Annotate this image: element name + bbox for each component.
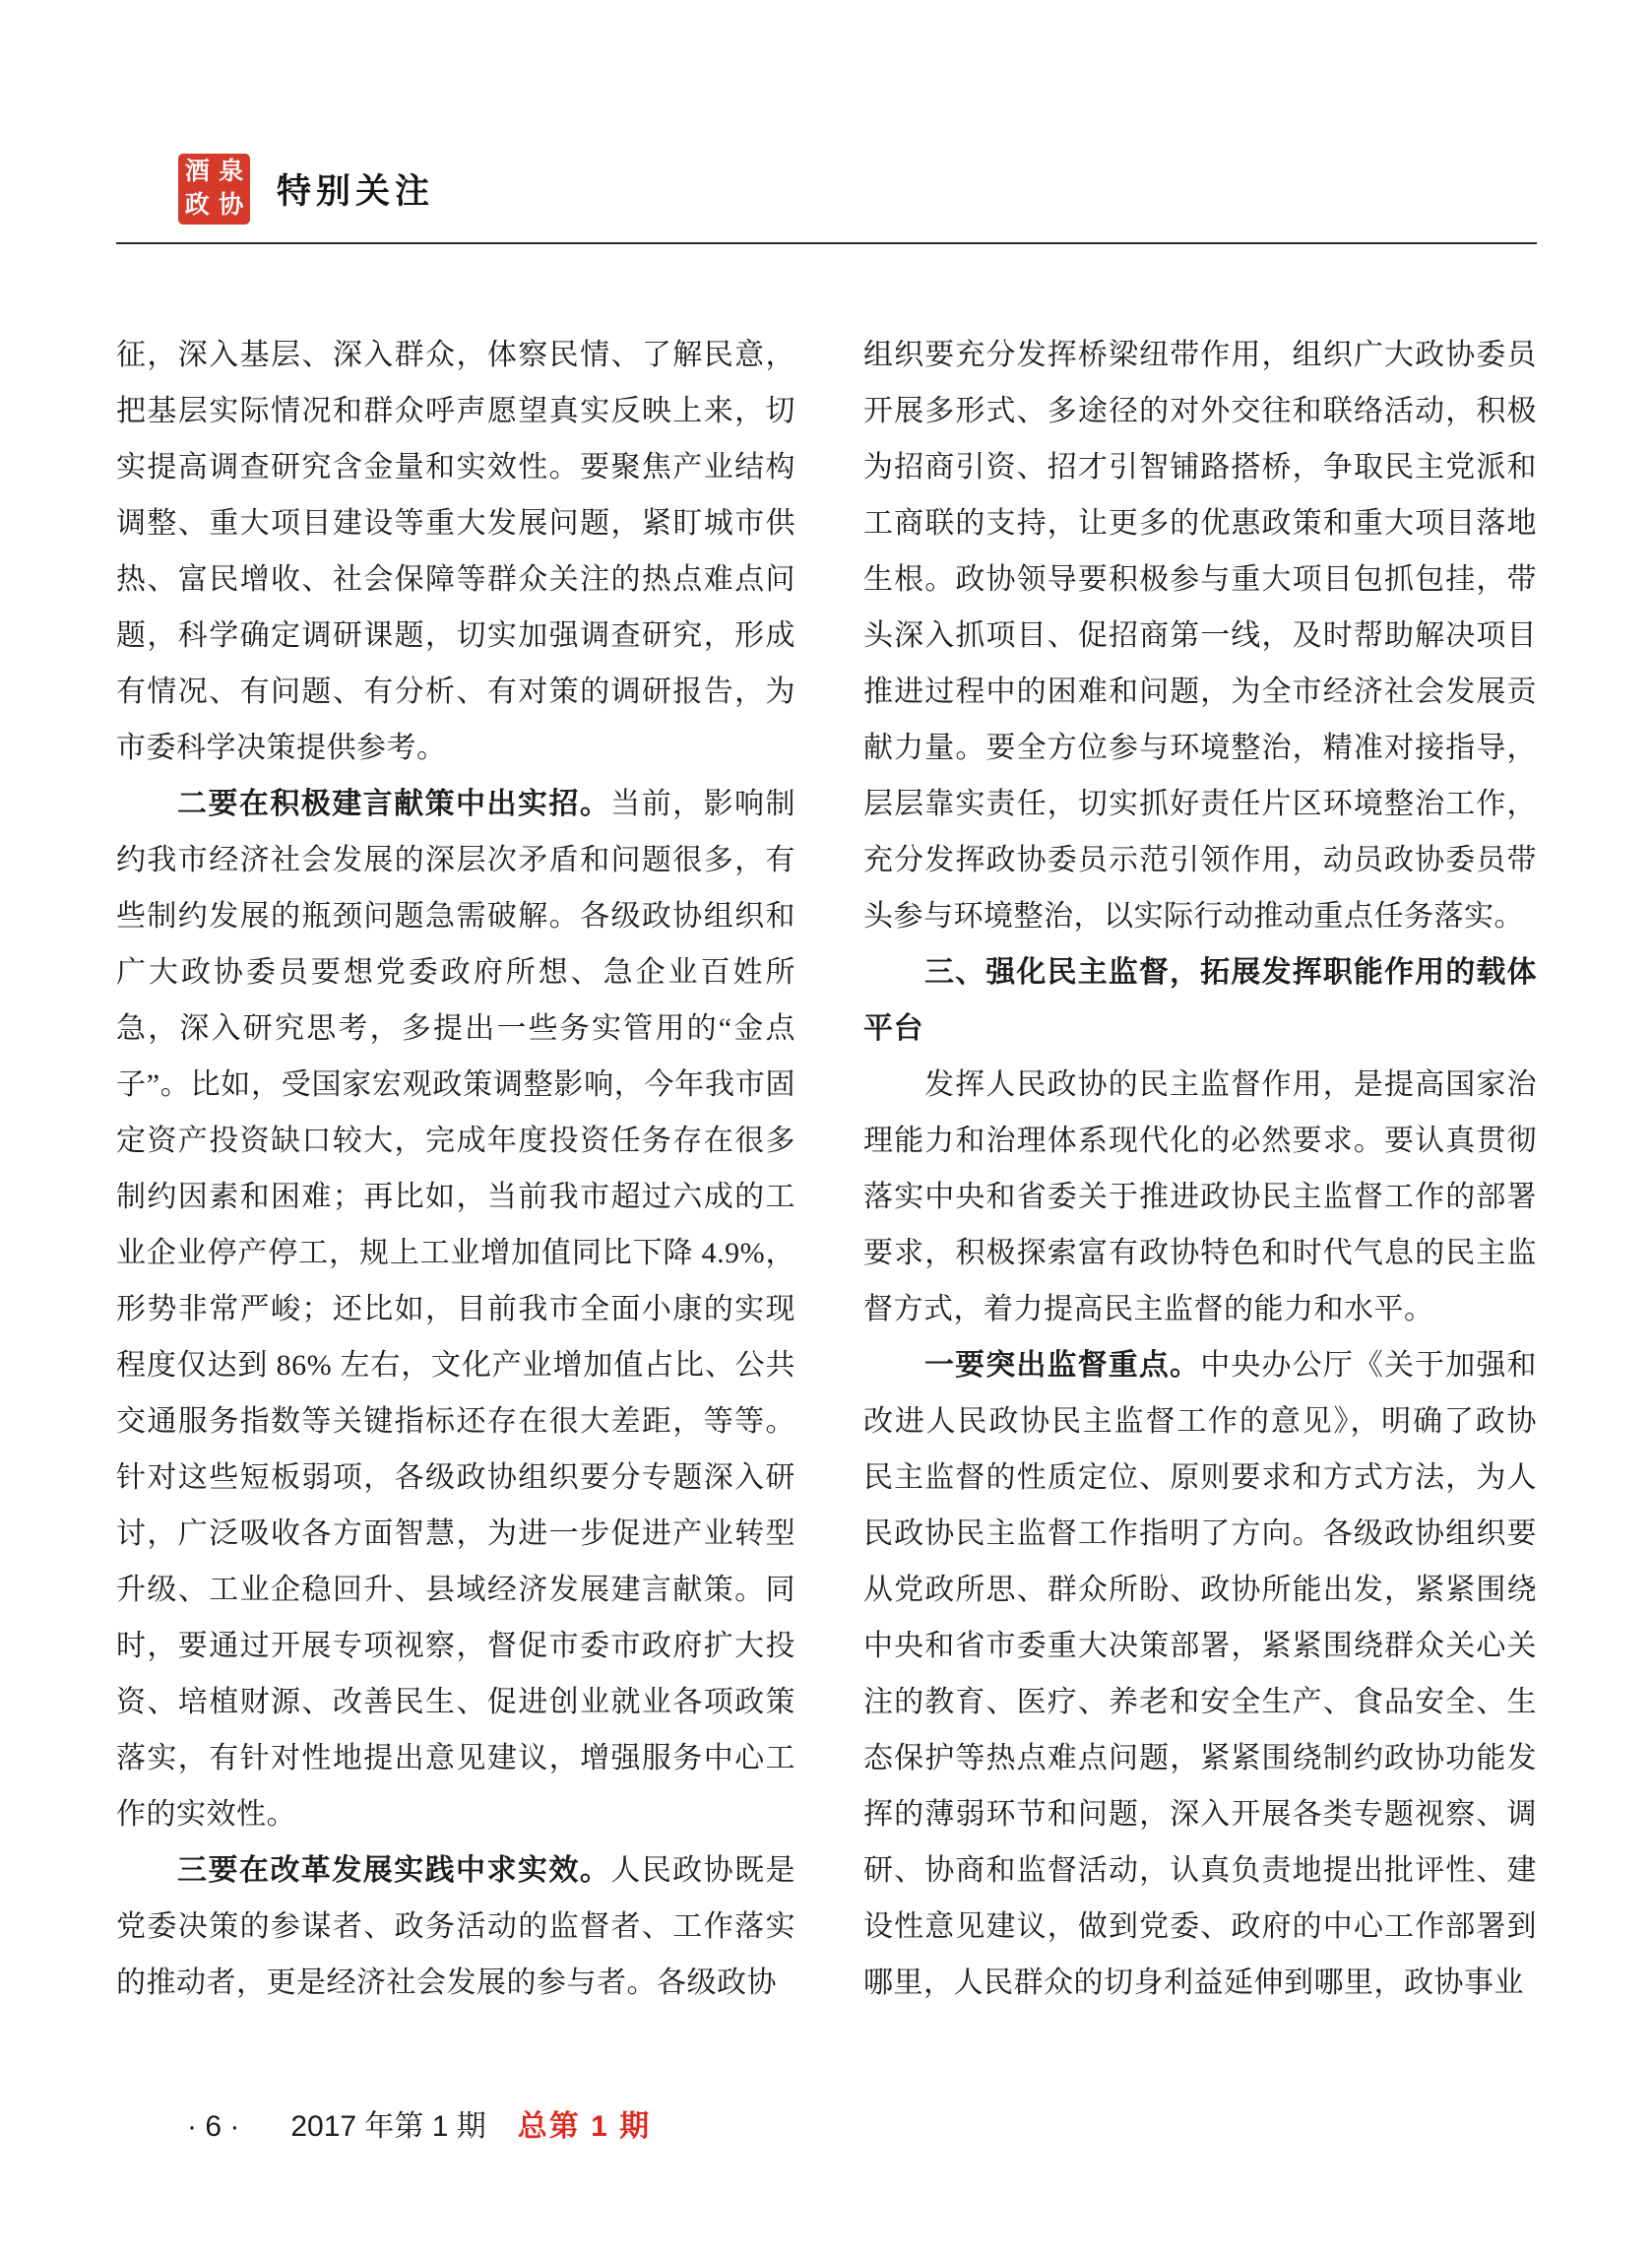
- section-heading: [863, 944, 1537, 1057]
- seal-character: 酒: [184, 159, 210, 185]
- paragraph-text: 人民政协既是党委决策的参谋者、政务活动的监督者、工作落实的推动者，更是经济社会发展的参与者。各级政协: [116, 1854, 795, 1999]
- article-body: [116, 327, 1537, 2011]
- seal-character: 协: [219, 192, 244, 219]
- page-header: [178, 154, 434, 225]
- right-column: [863, 327, 1537, 2011]
- paragraph-text: 中央办公厅《关于加强和改进人民政协民主监督工作的意见》，明确了政协民主监督的性质定位、原则要求和方式方法，为人民政协民主监督工作指明了方向。各级政协组织要从党政所思、群众所盼、政协所能出发，紧紧围绕中央和省市委重大决策部署，紧紧围绕群众关心关注的教育、医疗、养老和安全生产、食品安全、生态保护等热点难点问题，紧紧围绕制约政协功能发挥的薄弱环节和问题，深入开展各类专题视察、调研、协商和监督活动，认真负责地提出批评性、建设性意见建议，做到党委、政府的中心工作部署到哪里，人民群众的切身利益延伸到哪里，政协事业: [863, 1349, 1537, 1999]
- issue-label: 2017 年第 1 期: [290, 2110, 486, 2143]
- section-title: 特别关注: [277, 172, 435, 211]
- paragraph: [116, 776, 795, 1842]
- paragraph: [863, 1057, 1537, 1337]
- paragraph-lead: 一要突出监督重点。: [924, 1349, 1201, 1382]
- seal-character: 政: [184, 192, 210, 219]
- paragraph-text: 发挥人民政协的民主监督作用，是提高国家治理能力和治理体系现代化的必然要求。要认真贯彻落实中央和省委关于推进政协民主监督工作的部署要求，积极探索富有政协特色和时代气息的民主监督方式，着力提高民主监督的能力和水平。: [863, 1068, 1537, 1325]
- paragraph: [863, 327, 1537, 944]
- paragraph-text: 三、强化民主监督，拓展发挥职能作用的载体平台: [863, 956, 1537, 1045]
- page-number: · 6 ·: [187, 2110, 240, 2143]
- paragraph-lead: 二要在积极建言献策中出实招。: [177, 788, 611, 820]
- header-divider: [116, 242, 1537, 244]
- seal-character: 泉: [219, 159, 244, 185]
- page-footer: [187, 2101, 651, 2145]
- paragraph: [116, 327, 795, 776]
- paragraph: [116, 1842, 795, 2011]
- paragraph-text: 征，深入基层、深入群众，体察民情、了解民意，把基层实际情况和群众呼声愿望真实反映上来，切实提高调查研究含金量和实效性。要聚焦产业结构调整、重大项目建设等重大发展问题，紧盯城市供热、富民增收、社会保障等群众关注的热点难点问题，科学确定调研课题，切实加强调查研究，形成有情况、有问题、有分析、有对策的调研报告，为市委科学决策提供参考。: [116, 339, 795, 764]
- paragraph: [863, 1337, 1537, 2011]
- left-column: [116, 327, 795, 2011]
- cumulative-issue-label: 总第 1 期: [517, 2110, 652, 2143]
- seal-logo: [178, 154, 250, 225]
- paragraph-text: 当前，影响制约我市经济社会发展的深层次矛盾和问题很多，有些制约发展的瓶颈问题急需破解。各级政协组织和广大政协委员要想党委政府所想、急企业百姓所急，深入研究思考，多提出一些务实管用的“金点子”。比如，受国家宏观政策调整影响，今年我市固定资产投资缺口较大，完成年度投资任务存在很多制约因素和困难；再比如，当前我市超过六成的工业企业停产停工，规上工业增加值同比下降 4.9%，形势非常严峻；还比如，目前我市全面小康的实现程度仅达到 86% 左右，文化产业增加值占比、公共交通服务指数等关键指标还存在很大差距，等等。针对这些短板弱项，各级政协组织要分专题深入研讨，广泛吸收各方面智慧，为进一步促进产业转型升级、工业企稳回升、县域经济发展建言献策。同时，要通过开展专项视察，督促市委市政府扩大投资、培植财源、改善民生、促进创业就业各项政策落实，有针对性地提出意见建议，增强服务中心工作的实效性。: [116, 788, 795, 1831]
- paragraph-lead: 三要在改革发展实践中求实效。: [177, 1854, 611, 1887]
- paragraph-text: 组织要充分发挥桥梁纽带作用，组织广大政协委员开展多形式、多途径的对外交往和联络活动，积极为招商引资、招才引智铺路搭桥，争取民主党派和工商联的支持，让更多的优惠政策和重大项目落地生根。政协领导要积极参与重大项目包抓包挂，带头深入抓项目、促招商第一线，及时帮助解决项目推进过程中的困难和问题，为全市经济社会发展贡献力量。要全方位参与环境整治，精准对接指导，层层靠实责任，切实抓好责任片区环境整治工作，充分发挥政协委员示范引领作用，动员政协委员带头参与环境整治，以实际行动推动重点任务落实。: [863, 339, 1537, 933]
